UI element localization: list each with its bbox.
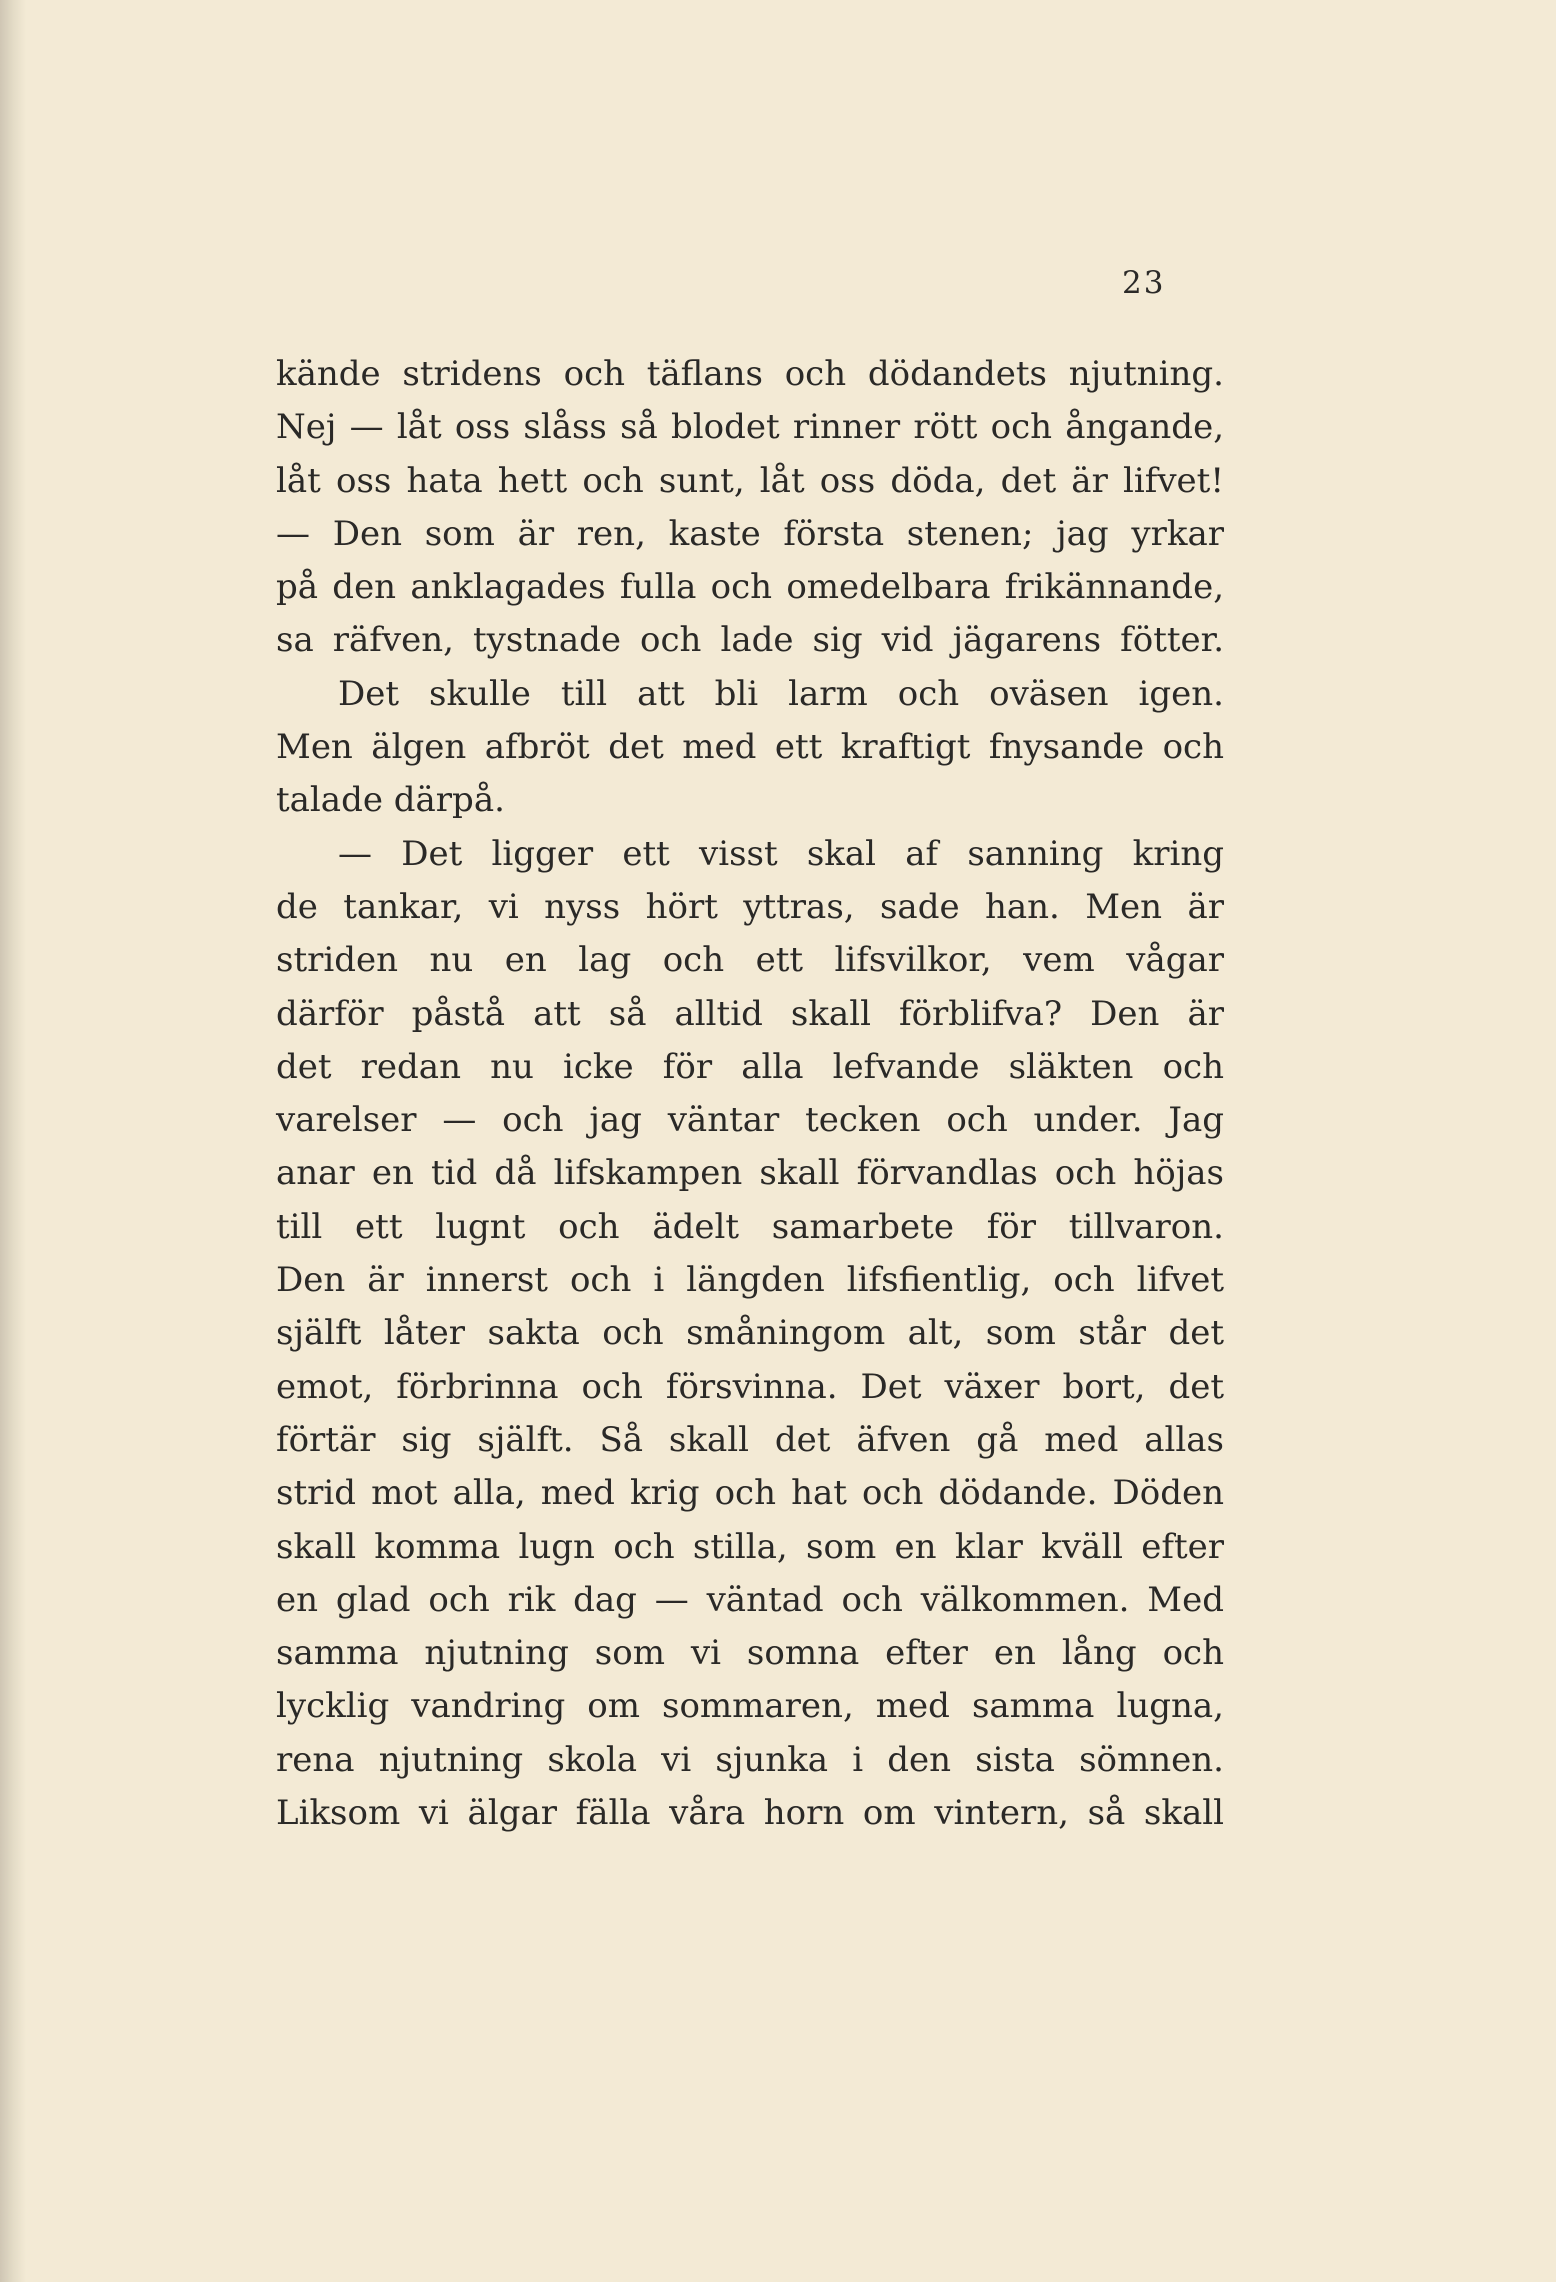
- text-line: strid mot alla, med krig och hat och dödande. Döden: [276, 1473, 1224, 1514]
- page-number: 23: [1122, 265, 1166, 301]
- text-line: låt oss hata hett och sunt, låt oss döda, det är lifvet!: [276, 460, 1224, 501]
- page-gutter-shadow: [0, 0, 26, 2282]
- text-line: Liksom vi älgar fälla våra horn om vintern, så skall: [276, 1793, 1224, 1834]
- text-line: Nej — låt oss slåss så blodet rinner rött och ångande,: [276, 407, 1224, 448]
- text-line: varelser — och jag väntar tecken och under. Jag: [276, 1100, 1224, 1141]
- text-line: emot, förbrinna och försvinna. Det växer bort, det: [276, 1366, 1224, 1407]
- text-line: det redan nu icke för alla lefvande släkten och: [276, 1046, 1224, 1087]
- text-line: en glad och rik dag — väntad och välkommen. Med: [276, 1579, 1224, 1620]
- text-line: striden nu en lag och ett lifsvilkor, vem vågar: [276, 940, 1224, 981]
- text-line: — Det ligger ett visst skal af sanning kring: [338, 833, 1224, 874]
- text-line: därför påstå att så alltid skall förblifva? Den är: [276, 993, 1224, 1034]
- text-line: sa räfven, tystnade och lade sig vid jägarens fötter.: [276, 620, 1224, 661]
- text-line: de tankar, vi nyss hört yttras, sade han. Men är: [276, 886, 1224, 927]
- text-line: Det skulle till att bli larm och oväsen igen.: [338, 673, 1224, 714]
- text-line: rena njutning skola vi sjunka i den sista sömnen.: [276, 1739, 1224, 1780]
- text-line: på den anklagades fulla och omedelbara frikännande,: [276, 567, 1224, 608]
- text-line: — Den som är ren, kaste första stenen; jag yrkar: [276, 513, 1224, 554]
- text-line: kände stridens och täflans och dödandets njutning.: [276, 354, 1224, 394]
- body-text: [276, 348, 1224, 1840]
- text-line: lycklig vandring om sommaren, med samma lugna,: [276, 1686, 1224, 1727]
- text-line: Den är innerst och i längden lifsfientlig, och lifvet: [276, 1260, 1224, 1301]
- text-line: själft låter sakta och småningom alt, som står det: [276, 1313, 1224, 1354]
- text-line: skall komma lugn och stilla, som en klar kväll efter: [276, 1526, 1224, 1567]
- text-line: samma njutning som vi somna efter en lång och: [276, 1633, 1224, 1674]
- text-line: till ett lugnt och ädelt samarbete för tillvaron.: [276, 1206, 1224, 1247]
- text-line: anar en tid då lifskampen skall förvandlas och höjas: [276, 1153, 1224, 1194]
- text-line: förtär sig själft. Så skall det äfven gå med allas: [276, 1419, 1224, 1460]
- text-line: Men älgen afbröt det med ett kraftigt fnysande och: [276, 727, 1224, 768]
- text-line: talade därpå.: [276, 780, 505, 821]
